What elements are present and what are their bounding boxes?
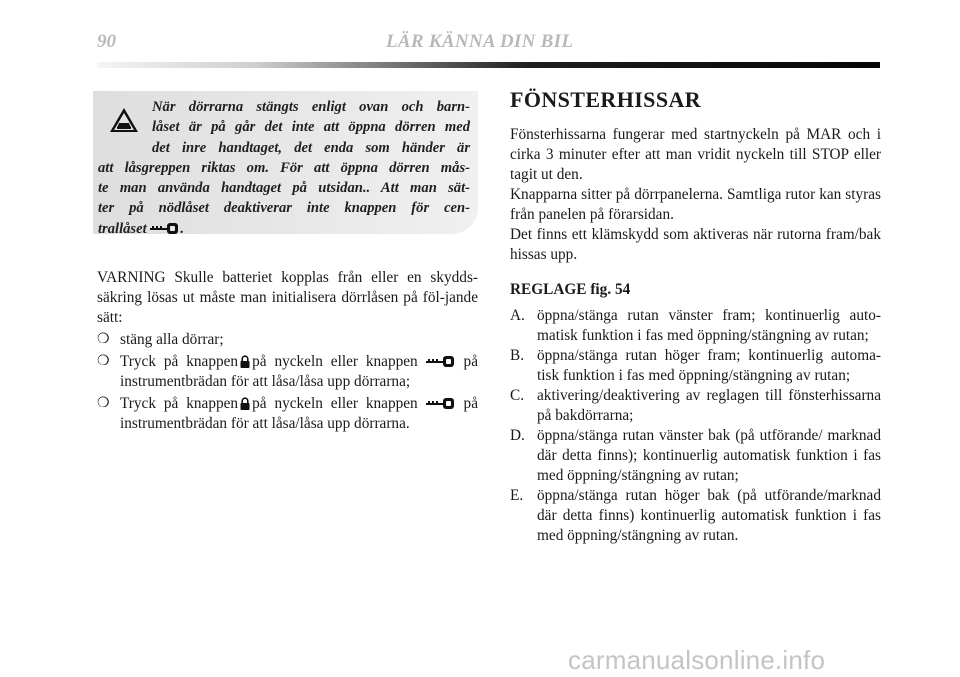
item-letter: A.	[510, 307, 525, 324]
watermark: carmanualsonline.info	[568, 645, 826, 675]
key-icon	[150, 222, 180, 235]
warning-text	[98, 97, 470, 239]
item-text: öppna/stänga rutan vänster fram; kontinuerlig auto-matisk funktion i fas med öppning/stängning av rutan;	[537, 307, 881, 344]
list-item	[510, 426, 881, 486]
warning-line: ter på nödlåset deaktiverar inte knappen för cen-	[98, 200, 470, 217]
item-letter: B.	[510, 347, 525, 364]
item-text: öppna/stänga rutan höger fram; kontinuerlig automa-tisk funktion i fas med öppning/stängning av rutan;	[537, 347, 881, 384]
warning-intro: VARNING Skulle batteriet kopplas från eller en skydds-säkring lösas ut måste man initialisera dörrlåsen på föl-jande sätt:	[97, 269, 478, 326]
list-item-post: på instrumentbrädan för att låsa/låsa upp dörrarna.	[120, 395, 478, 432]
warning-line: När dörrarna stängts enligt ovan och barn-	[152, 99, 470, 115]
paragraph: Knapparna sitter på dörrpanelerna. Samtliga rutor kan styras från panelen på förarsidan.	[510, 186, 881, 223]
item-text: aktivering/deaktivering av reglagen till fönsterhissarna på bakdörrarna;	[537, 387, 881, 424]
item-letter: D.	[510, 427, 525, 444]
item-text: öppna/stänga rutan höger bak (på utförande/marknad där detta finns) kontinuerlig automatisk funktion i fas med öppning/stängning av rutan.	[537, 487, 881, 544]
warning-last-text: trallåset	[98, 220, 147, 237]
list-item	[510, 386, 881, 426]
left-column	[97, 268, 478, 434]
list-item	[97, 330, 478, 350]
paragraph: Fönsterhissarna fungerar med startnyckeln på MAR och i cirka 3 minuter efter att man vridit nyckeln till STOP eller tagit ut den.	[510, 126, 881, 183]
list-item-post: på instrumentbrädan för att låsa/låsa upp dörrarna;	[120, 353, 478, 390]
key-icon	[426, 397, 456, 410]
item-letter: C.	[510, 387, 525, 404]
warning-line: det inre handtaget, det enda som händer är	[152, 139, 470, 156]
bullet-marker: ❍	[97, 396, 110, 411]
warning-box	[93, 91, 478, 237]
paragraph: Det finns ett klämskydd som aktiveras när rutorna fram/bak hissas upp.	[510, 226, 881, 263]
warning-last-end: .	[180, 220, 184, 237]
lock-icon	[240, 396, 250, 409]
key-icon	[426, 355, 456, 368]
bullet-marker: ❍	[97, 332, 110, 347]
warning-line: te man använda handtaget på utsidan.. Att man sät-	[98, 180, 470, 197]
list-item-pre: Tryck på knappen	[120, 353, 239, 370]
right-column	[510, 87, 881, 546]
list-item	[510, 486, 881, 546]
list-item-mid: på nyckeln eller knappen	[252, 395, 418, 412]
subheading: REGLAGE fig. 54	[510, 281, 631, 298]
warning-line: att låsgreppen riktas om. För att öppna dörren mås-	[98, 159, 470, 176]
page-number: 90	[97, 31, 116, 52]
header-rule	[97, 62, 880, 68]
warning-line-last	[98, 219, 470, 239]
list-item	[97, 394, 478, 434]
page-title: LÄR KÄNNA DIN BIL	[386, 31, 574, 52]
bullet-marker: ❍	[97, 354, 110, 369]
section-heading: FÖNSTERHISSAR	[510, 87, 702, 112]
item-letter: E.	[510, 487, 524, 504]
list-item-mid: på nyckeln eller knappen	[252, 353, 418, 370]
lock-icon	[240, 354, 250, 367]
list-item	[510, 306, 881, 346]
list-item	[97, 352, 478, 392]
list-item-text: stäng alla dörrar;	[120, 331, 224, 348]
list-item	[510, 346, 881, 386]
list-item-pre: Tryck på knappen	[120, 395, 239, 412]
warning-line: låset är på går det inte att öppna dörren med	[152, 119, 470, 136]
item-text: öppna/stänga rutan vänster bak (på utförande/ marknad där detta finns); kontinuerlig automatisk funktion i fas med öppning/stängning av rutan;	[537, 427, 881, 484]
